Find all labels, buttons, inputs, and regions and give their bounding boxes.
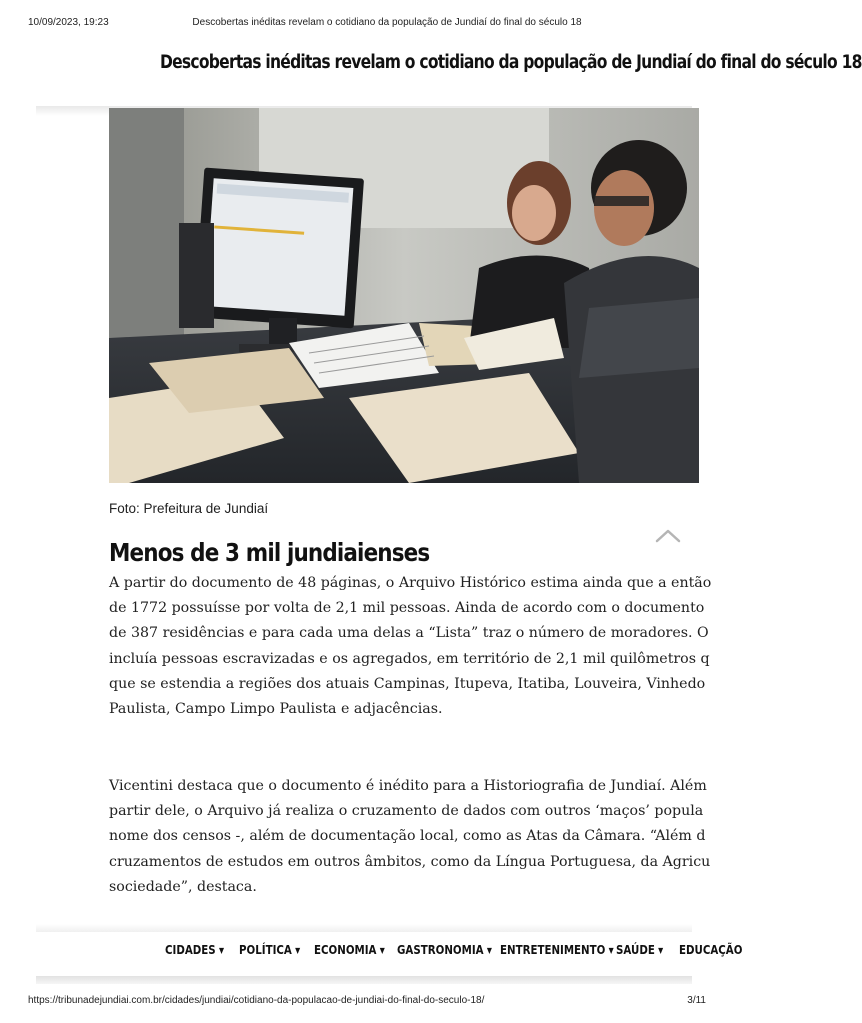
sticky-article-title: Descobertas inéditas revelam o cotidiano da população de Jundiaí do final do século 18 bbox=[160, 52, 862, 73]
nav-item-economia[interactable] bbox=[314, 942, 385, 957]
nav-item-label: ENTRETENIMENTO bbox=[500, 942, 606, 957]
main-nav bbox=[36, 932, 743, 976]
print-footer bbox=[28, 995, 706, 1009]
nav-item-politica[interactable] bbox=[239, 942, 300, 957]
nav-item-gastronomia[interactable] bbox=[397, 942, 492, 957]
print-header bbox=[28, 17, 706, 31]
photo-caption: Foto: Prefeitura de Jundiaí bbox=[109, 501, 269, 516]
paragraph-line: partir dele, o Arquivo já realiza o cruzamento de dados com outros ‘maços’ popula bbox=[109, 803, 704, 820]
paragraph-line: que se estendia a regiões dos atuais Campinas, Itupeva, Itatiba, Louveira, Vinhedo bbox=[109, 675, 706, 692]
caret-down-icon: ▼ bbox=[295, 946, 301, 955]
paragraph-line: A partir do documento de 48 páginas, o Arquivo Histórico estima ainda que a então bbox=[109, 575, 712, 591]
paragraph-line: Paulista, Campo Limpo Paulista e adjacências. bbox=[109, 701, 443, 718]
chevron-up-icon bbox=[654, 526, 682, 546]
nav-item-cidades[interactable] bbox=[165, 942, 224, 957]
caret-down-icon: ▼ bbox=[486, 946, 492, 955]
nav-item-entretenimento[interactable] bbox=[500, 942, 614, 957]
scroll-top-button[interactable] bbox=[654, 526, 682, 546]
paragraph-line: cruzamentos de estudos em outros âmbitos, como da Língua Portuguesa, da Agricu bbox=[109, 853, 711, 870]
caret-down-icon: ▼ bbox=[218, 946, 225, 955]
paragraph-line: nome dos censos -, além de documentação local, como as Atas da Câmara. “Além d bbox=[109, 828, 706, 845]
paragraph-line: incluía pessoas escravizadas e os agregados, em território de 2,1 mil quilômetros q bbox=[109, 650, 710, 667]
nav-item-label: EDUCAÇÃO bbox=[679, 942, 743, 957]
nav-item-saude[interactable] bbox=[616, 942, 663, 957]
article-paragraph-1 bbox=[109, 571, 749, 722]
nav-item-label: SAÚDE bbox=[616, 942, 655, 957]
caret-down-icon: ▼ bbox=[379, 946, 385, 955]
nav-item-label: ECONOMIA bbox=[314, 942, 377, 957]
nav-item-label: GASTRONOMIA bbox=[397, 942, 484, 957]
paragraph-line: de 1772 possuísse por volta de 2,1 mil pessoas. Ainda de acordo com o documento bbox=[109, 600, 705, 617]
nav-item-educacao[interactable] bbox=[679, 942, 742, 957]
article-paragraph-2 bbox=[109, 774, 749, 900]
paragraph-line: Vicentini destaca que o documento é inédito para a Historiografia de Jundiaí. Além bbox=[109, 778, 707, 794]
caret-down-icon: ▼ bbox=[658, 946, 664, 955]
nav-item-label: CIDADES bbox=[165, 942, 216, 957]
paragraph-line: sociedade”, destaca. bbox=[109, 878, 257, 895]
article-photo bbox=[109, 108, 699, 483]
nav-item-label: POLÍTICA bbox=[239, 942, 292, 957]
print-date: 10/09/2023, 19:23 bbox=[28, 17, 109, 28]
print-title: Descobertas inéditas revelam o cotidiano da população de Jundiaí do final do século 18 bbox=[192, 17, 582, 28]
print-url: https://tribunadejundiai.com.br/cidades/jundiai/cotidiano-da-populacao-de-jundiai-do-final-do-seculo-18/ bbox=[28, 995, 485, 1006]
page-viewport bbox=[36, 38, 862, 990]
caret-down-icon: ▼ bbox=[608, 946, 614, 955]
paragraph-line: de 387 residências e para cada uma delas a “Lista” traz o número de moradores. O bbox=[109, 625, 709, 642]
print-page-number: 3/11 bbox=[687, 995, 706, 1006]
bottom-divider bbox=[36, 976, 692, 984]
article-photo-image bbox=[109, 108, 699, 483]
section-heading: Menos de 3 mil jundiaienses bbox=[109, 538, 430, 567]
